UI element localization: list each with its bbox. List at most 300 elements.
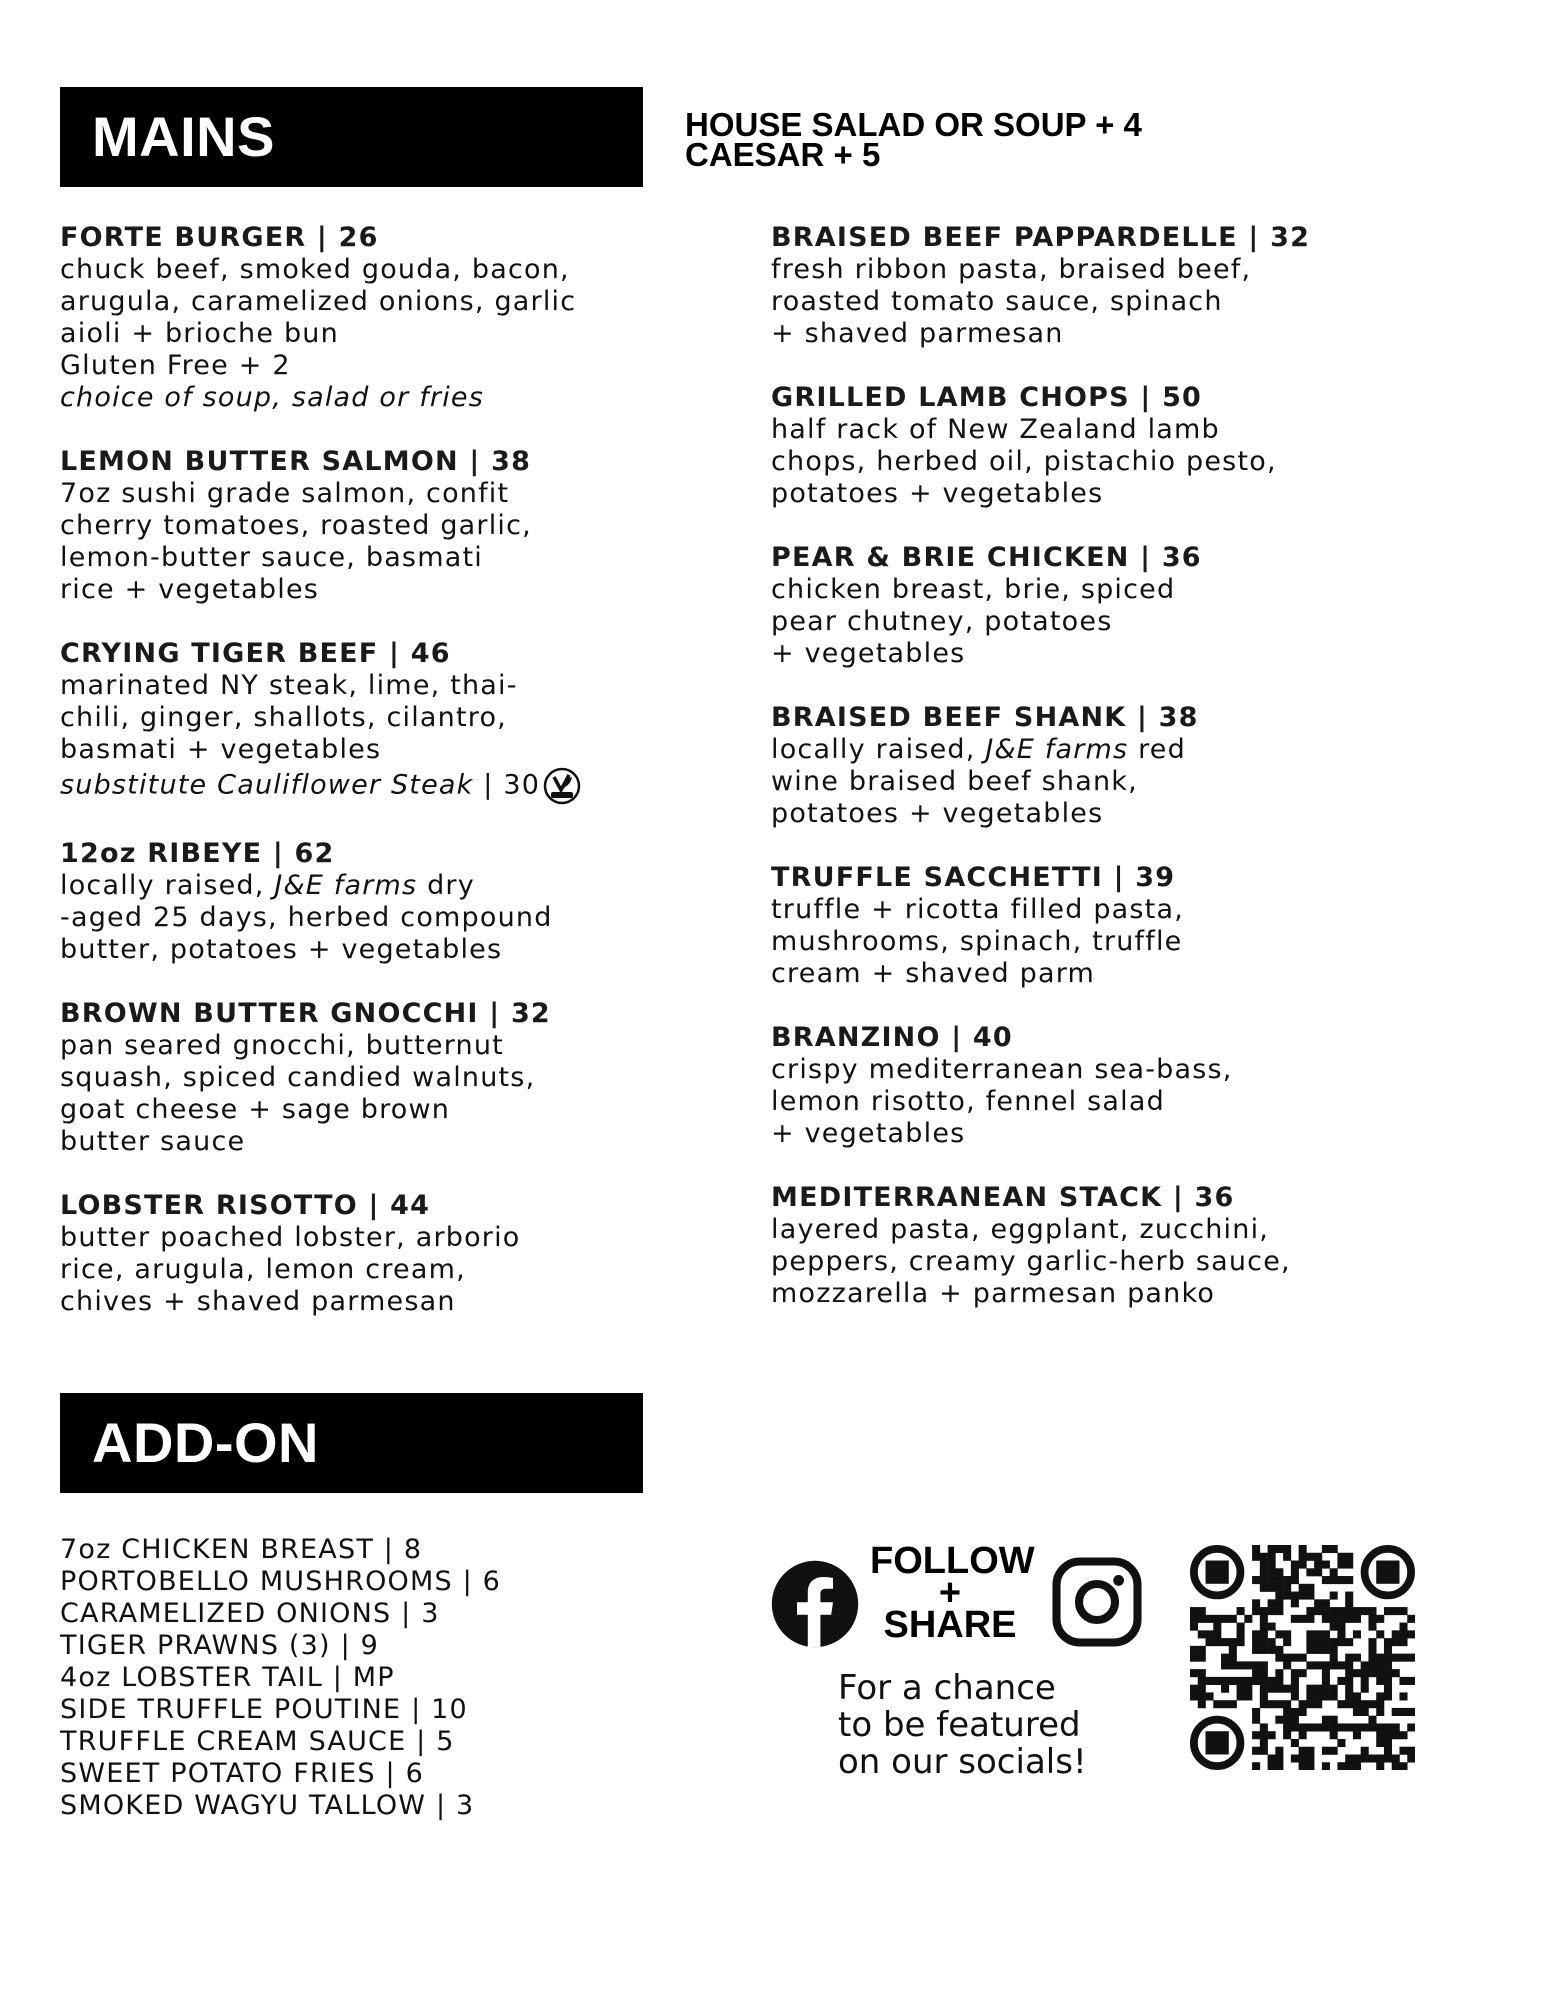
qr-module — [1275, 1700, 1283, 1708]
item-description-line: roasted tomato sauce, spinach — [771, 286, 1223, 317]
qr-module — [1229, 1615, 1237, 1623]
qr-module — [1330, 1747, 1338, 1755]
qr-module — [1260, 1700, 1268, 1708]
qr-module — [1392, 1607, 1400, 1615]
qr-module — [1399, 1607, 1407, 1615]
qr-module — [1330, 1692, 1338, 1700]
item-description-line: cream + shaved parm — [771, 958, 1096, 989]
item-name: GRILLED LAMB CHOPS | 50 — [771, 382, 1203, 413]
qr-module — [1330, 1607, 1338, 1615]
item-description-line: mozzarella + parmesan panko — [771, 1278, 1216, 1309]
qr-module — [1392, 1630, 1400, 1638]
qr-module — [1322, 1677, 1330, 1685]
qr-module — [1283, 1654, 1291, 1662]
qr-module — [1337, 1630, 1345, 1638]
qr-module — [1306, 1685, 1314, 1693]
qr-module — [1283, 1584, 1291, 1592]
qr-module — [1353, 1630, 1361, 1638]
qr-module — [1353, 1607, 1361, 1615]
qr-module — [1268, 1677, 1276, 1685]
qr-module — [1392, 1638, 1400, 1646]
item-description-line: squash, spiced candied walnuts, — [60, 1062, 536, 1093]
qr-module — [1283, 1576, 1291, 1584]
qr-module — [1291, 1568, 1299, 1576]
menu-item — [60, 998, 620, 1158]
qr-module — [1237, 1692, 1245, 1700]
item-description-line: fresh ribbon pasta, braised beef, — [771, 254, 1252, 285]
qr-module — [1368, 1700, 1376, 1708]
qr-module — [1345, 1553, 1353, 1561]
qr-module — [1190, 1615, 1198, 1623]
qr-module — [1299, 1700, 1307, 1708]
qr-module — [1337, 1638, 1345, 1646]
caption-line: on our socials! — [838, 1742, 1087, 1782]
qr-module — [1306, 1762, 1314, 1770]
item-description-line: + vegetables — [771, 638, 966, 669]
qr-module — [1260, 1677, 1268, 1685]
qr-module — [1361, 1723, 1369, 1731]
qr-module — [1337, 1623, 1345, 1631]
qr-module — [1283, 1630, 1291, 1638]
qr-module — [1322, 1661, 1330, 1669]
qr-module — [1306, 1615, 1314, 1623]
qr-module — [1314, 1599, 1322, 1607]
qr-module — [1306, 1700, 1314, 1708]
qr-module — [1198, 1646, 1206, 1654]
qr-module — [1322, 1646, 1330, 1654]
qr-module — [1345, 1654, 1353, 1662]
qr-module — [1252, 1646, 1260, 1654]
qr-module — [1306, 1592, 1314, 1600]
qr-module — [1306, 1553, 1314, 1561]
qr-module — [1291, 1716, 1299, 1724]
qr-module — [1198, 1654, 1206, 1662]
qr-module — [1190, 1685, 1198, 1693]
qr-module — [1268, 1685, 1276, 1693]
qr-module — [1275, 1599, 1283, 1607]
qr-module — [1275, 1669, 1283, 1677]
qr-module — [1407, 1615, 1415, 1623]
qr-module — [1330, 1615, 1338, 1623]
qr-module — [1368, 1716, 1376, 1724]
qr-module — [1275, 1654, 1283, 1662]
qr-module — [1368, 1615, 1376, 1623]
qr-module — [1260, 1568, 1268, 1576]
menu-item — [60, 222, 620, 414]
qr-module — [1345, 1576, 1353, 1584]
item-description-line: pear chutney, potatoes — [771, 606, 1113, 637]
qr-module — [1330, 1623, 1338, 1631]
qr-module — [1260, 1669, 1268, 1677]
qr-module — [1345, 1685, 1353, 1693]
qr-module — [1291, 1654, 1299, 1662]
item-name: BRAISED BEEF PAPPARDELLE | 32 — [771, 222, 1311, 253]
qr-module — [1275, 1716, 1283, 1724]
qr-module — [1314, 1700, 1322, 1708]
qr-module — [1368, 1623, 1376, 1631]
qr-module — [1384, 1739, 1392, 1747]
qr-module — [1392, 1762, 1400, 1770]
item-description-line: butter poached lobster, arborio — [60, 1222, 521, 1253]
sides-line: CAESAR + 5 — [685, 136, 881, 173]
sides-line: HOUSE SALAD OR SOUP + 4 — [685, 106, 1142, 143]
qr-module — [1268, 1561, 1276, 1569]
qr-module — [1221, 1685, 1229, 1693]
qr-module — [1198, 1692, 1206, 1700]
mains-title: MAINS — [92, 105, 275, 168]
qr-module — [1268, 1576, 1276, 1584]
qr-module — [1275, 1677, 1283, 1685]
qr-module — [1399, 1747, 1407, 1755]
qr-module — [1368, 1607, 1376, 1615]
item-description-line: half rack of New Zealand lamb — [771, 414, 1220, 445]
mains-header — [60, 87, 643, 187]
qr-module — [1314, 1568, 1322, 1576]
qr-module — [1314, 1723, 1322, 1731]
qr-module — [1237, 1630, 1245, 1638]
qr-module — [1252, 1607, 1260, 1615]
qr-module — [1237, 1677, 1245, 1685]
item-description-line: Gluten Free + 2 — [60, 350, 291, 381]
qr-module — [1345, 1754, 1353, 1762]
qr-module — [1213, 1623, 1221, 1631]
qr-module — [1384, 1669, 1392, 1677]
qr-module — [1314, 1561, 1322, 1569]
qr-module — [1392, 1731, 1400, 1739]
qr-module — [1376, 1708, 1384, 1716]
item-description-line: mushrooms, spinach, truffle — [771, 926, 1183, 957]
qr-module — [1213, 1700, 1221, 1708]
item-description-line: crispy mediterranean sea-bass, — [771, 1054, 1233, 1085]
item-description-line: 7oz sushi grade salmon, confit — [60, 478, 510, 509]
qr-module — [1407, 1630, 1415, 1638]
qr-module — [1322, 1545, 1330, 1553]
qr-module — [1399, 1654, 1407, 1662]
qr-module — [1283, 1545, 1291, 1553]
item-description-line: lemon-butter sauce, basmati — [60, 542, 483, 573]
qr-module — [1322, 1685, 1330, 1693]
qr-module — [1268, 1545, 1276, 1553]
qr-module — [1206, 1677, 1214, 1685]
qr-module — [1392, 1754, 1400, 1762]
qr-module — [1353, 1723, 1361, 1731]
qr-module — [1268, 1568, 1276, 1576]
qr-module — [1345, 1592, 1353, 1600]
qr-module — [1268, 1731, 1276, 1739]
item-description-line: chops, herbed oil, pistachio pesto, — [771, 446, 1277, 477]
qr-module — [1345, 1607, 1353, 1615]
qr-module — [1353, 1708, 1361, 1716]
qr-module — [1337, 1677, 1345, 1685]
qr-module — [1291, 1723, 1299, 1731]
qr-module — [1275, 1685, 1283, 1693]
item-description-line: layered pasta, eggplant, zucchini, — [771, 1214, 1270, 1245]
qr-module — [1407, 1723, 1415, 1731]
item-description-line: peppers, creamy garlic-herb sauce, — [771, 1246, 1291, 1277]
qr-module — [1291, 1599, 1299, 1607]
qr-module — [1337, 1607, 1345, 1615]
qr-module — [1314, 1638, 1322, 1646]
qr-module — [1330, 1592, 1338, 1600]
qr-module — [1299, 1592, 1307, 1600]
qr-module — [1376, 1692, 1384, 1700]
qr-module — [1291, 1592, 1299, 1600]
qr-module — [1322, 1607, 1330, 1615]
qr-module — [1345, 1723, 1353, 1731]
qr-module — [1260, 1553, 1268, 1561]
qr-module — [1252, 1638, 1260, 1646]
qr-module — [1368, 1638, 1376, 1646]
qr-module — [1252, 1599, 1260, 1607]
qr-module — [1345, 1762, 1353, 1770]
addon-item: 4oz LOBSTER TAIL | MP — [60, 1662, 395, 1693]
qr-module — [1399, 1638, 1407, 1646]
addon-item: TRUFFLE CREAM SAUCE | 5 — [60, 1726, 455, 1757]
qr-module — [1252, 1630, 1260, 1638]
qr-module — [1345, 1638, 1353, 1646]
qr-module — [1299, 1754, 1307, 1762]
qr-module — [1361, 1685, 1369, 1693]
qr-module — [1399, 1677, 1407, 1685]
qr-module — [1322, 1561, 1330, 1569]
qr-module — [1237, 1607, 1245, 1615]
menu-item — [60, 446, 620, 606]
item-name: BROWN BUTTER GNOCCHI | 32 — [60, 998, 551, 1029]
qr-module — [1260, 1576, 1268, 1584]
qr-module — [1330, 1661, 1338, 1669]
qr-module — [1198, 1630, 1206, 1638]
qr-module — [1252, 1669, 1260, 1677]
qr-module — [1345, 1561, 1353, 1569]
qr-module — [1198, 1685, 1206, 1693]
qr-module — [1399, 1692, 1407, 1700]
qr-module — [1376, 1630, 1384, 1638]
qr-module — [1399, 1762, 1407, 1770]
item-description-line: butter, potatoes + vegetables — [60, 934, 503, 965]
qr-module — [1368, 1723, 1376, 1731]
qr-module — [1392, 1708, 1400, 1716]
desc-text: locally raised, — [60, 870, 275, 901]
facebook-icon[interactable] — [770, 1559, 860, 1649]
qr-module — [1306, 1692, 1314, 1700]
qr-module — [1306, 1607, 1314, 1615]
item-note: choice of soup, salad or fries — [60, 382, 484, 413]
qr-module — [1283, 1592, 1291, 1600]
item-name: BRAISED BEEF SHANK | 38 — [771, 702, 1199, 733]
qr-module — [1306, 1646, 1314, 1654]
qr-code[interactable] — [1190, 1545, 1415, 1770]
qr-module — [1361, 1708, 1369, 1716]
qr-module — [1229, 1661, 1237, 1669]
qr-module — [1291, 1561, 1299, 1569]
qr-module — [1376, 1677, 1384, 1685]
item-description-line: chives + shaved parmesan — [60, 1286, 456, 1317]
qr-module — [1345, 1599, 1353, 1607]
item-name: MEDITERRANEAN STACK | 36 — [771, 1182, 1235, 1213]
qr-module — [1299, 1669, 1307, 1677]
item-description-line — [771, 734, 1411, 766]
item-name: TRUFFLE SACCHETTI | 39 — [771, 862, 1176, 893]
item-description-line: rice, arugula, lemon cream, — [60, 1254, 466, 1285]
qr-module — [1361, 1700, 1369, 1708]
qr-module — [1291, 1754, 1299, 1762]
qr-module — [1260, 1584, 1268, 1592]
addon-item: PORTOBELLO MUSHROOMS | 6 — [60, 1566, 502, 1597]
item-description-line: arugula, caramelized onions, garlic — [60, 286, 577, 317]
qr-module — [1252, 1553, 1260, 1561]
qr-module — [1252, 1747, 1260, 1755]
item-description-line: -aged 25 days, herbed compound — [60, 902, 553, 933]
qr-module — [1384, 1754, 1392, 1762]
qr-module — [1275, 1754, 1283, 1762]
qr-module — [1337, 1553, 1345, 1561]
qr-module — [1376, 1615, 1384, 1623]
qr-module — [1399, 1623, 1407, 1631]
menu-item — [60, 638, 620, 806]
qr-module — [1361, 1754, 1369, 1762]
qr-module — [1376, 1669, 1384, 1677]
qr-module — [1213, 1615, 1221, 1623]
qr-module — [1221, 1638, 1229, 1646]
qr-module — [1322, 1762, 1330, 1770]
qr-module — [1337, 1739, 1345, 1747]
item-name: BRANZINO | 40 — [771, 1022, 1013, 1053]
addon-title: ADD-ON — [92, 1411, 319, 1474]
qr-module — [1283, 1731, 1291, 1739]
social-block — [770, 1540, 1150, 1795]
qr-module — [1330, 1723, 1338, 1731]
qr-module — [1368, 1646, 1376, 1654]
menu-item — [771, 1182, 1411, 1310]
qr-module — [1322, 1692, 1330, 1700]
qr-module — [1322, 1747, 1330, 1755]
share-word: SHARE — [883, 1604, 1017, 1646]
qr-module — [1283, 1638, 1291, 1646]
qr-module — [1384, 1685, 1392, 1693]
qr-module — [1252, 1708, 1260, 1716]
qr-module — [1322, 1599, 1330, 1607]
qr-module — [1376, 1762, 1384, 1770]
qr-module — [1399, 1708, 1407, 1716]
plus-word: + — [938, 1572, 962, 1614]
qr-module — [1291, 1692, 1299, 1700]
qr-module — [1345, 1700, 1353, 1708]
desc-text: red — [1128, 734, 1186, 765]
qr-module — [1384, 1731, 1392, 1739]
qr-module — [1260, 1739, 1268, 1747]
qr-module — [1407, 1708, 1415, 1716]
item-description-line: potatoes + vegetables — [771, 798, 1104, 829]
qr-module — [1299, 1723, 1307, 1731]
qr-module — [1384, 1654, 1392, 1662]
qr-module — [1244, 1692, 1252, 1700]
qr-module — [1190, 1692, 1198, 1700]
mains-right-column — [771, 222, 1411, 1342]
qr-module — [1237, 1661, 1245, 1669]
qr-module — [1337, 1762, 1345, 1770]
qr-module — [1384, 1692, 1392, 1700]
qr-finder-dot — [1376, 1561, 1399, 1584]
qr-module — [1299, 1654, 1307, 1662]
qr-module — [1376, 1739, 1384, 1747]
qr-module — [1299, 1553, 1307, 1561]
qr-module — [1237, 1685, 1245, 1693]
qr-module — [1376, 1700, 1384, 1708]
qr-module — [1407, 1677, 1415, 1685]
qr-module — [1392, 1654, 1400, 1662]
qr-module — [1330, 1654, 1338, 1662]
qr-module — [1299, 1584, 1307, 1592]
qr-module — [1314, 1685, 1322, 1693]
item-description-line: goat cheese + sage brown — [60, 1094, 451, 1125]
addon-item: SWEET POTATO FRIES | 6 — [60, 1758, 424, 1789]
qr-module — [1283, 1685, 1291, 1693]
qr-finder-dot — [1206, 1561, 1229, 1584]
qr-module — [1353, 1700, 1361, 1708]
qr-module — [1330, 1638, 1338, 1646]
qr-module — [1407, 1654, 1415, 1662]
qr-module — [1252, 1716, 1260, 1724]
item-name: 12oz RIBEYE | 62 — [60, 838, 335, 869]
qr-module — [1330, 1576, 1338, 1584]
qr-module — [1353, 1692, 1361, 1700]
qr-module — [1306, 1638, 1314, 1646]
menu-item — [771, 702, 1411, 830]
qr-module — [1306, 1568, 1314, 1576]
qr-module — [1244, 1685, 1252, 1693]
item-description-line: rice + vegetables — [60, 574, 320, 605]
qr-module — [1260, 1607, 1268, 1615]
qr-module — [1330, 1646, 1338, 1654]
vegan-icon — [542, 766, 582, 806]
qr-module — [1275, 1747, 1283, 1755]
item-description-line: marinated NY steak, lime, thai- — [60, 670, 518, 701]
mains-left-column — [60, 222, 620, 1350]
item-description-line — [60, 870, 620, 902]
qr-module — [1299, 1731, 1307, 1739]
qr-module — [1345, 1615, 1353, 1623]
qr-module — [1337, 1661, 1345, 1669]
qr-module — [1322, 1716, 1330, 1724]
farm-name: J&E farms — [985, 734, 1129, 765]
qr-module — [1221, 1700, 1229, 1708]
qr-module — [1206, 1630, 1214, 1638]
qr-module — [1392, 1723, 1400, 1731]
qr-module — [1353, 1754, 1361, 1762]
qr-module — [1384, 1646, 1392, 1654]
qr-module — [1252, 1677, 1260, 1685]
menu-item — [771, 382, 1411, 510]
qr-module — [1384, 1677, 1392, 1685]
qr-module — [1283, 1723, 1291, 1731]
qr-module — [1229, 1654, 1237, 1662]
qr-module — [1384, 1638, 1392, 1646]
qr-module — [1314, 1630, 1322, 1638]
qr-module — [1252, 1661, 1260, 1669]
qr-module — [1213, 1630, 1221, 1638]
qr-module — [1399, 1731, 1407, 1739]
qr-module — [1268, 1553, 1276, 1561]
instagram-icon[interactable] — [1052, 1557, 1142, 1647]
qr-module — [1229, 1638, 1237, 1646]
qr-module — [1252, 1762, 1260, 1770]
qr-module — [1260, 1685, 1268, 1693]
qr-module — [1299, 1561, 1307, 1569]
qr-module — [1306, 1747, 1314, 1755]
qr-module — [1322, 1576, 1330, 1584]
substitute-text: substitute Cauliflower Steak — [60, 769, 474, 801]
qr-module — [1268, 1762, 1276, 1770]
